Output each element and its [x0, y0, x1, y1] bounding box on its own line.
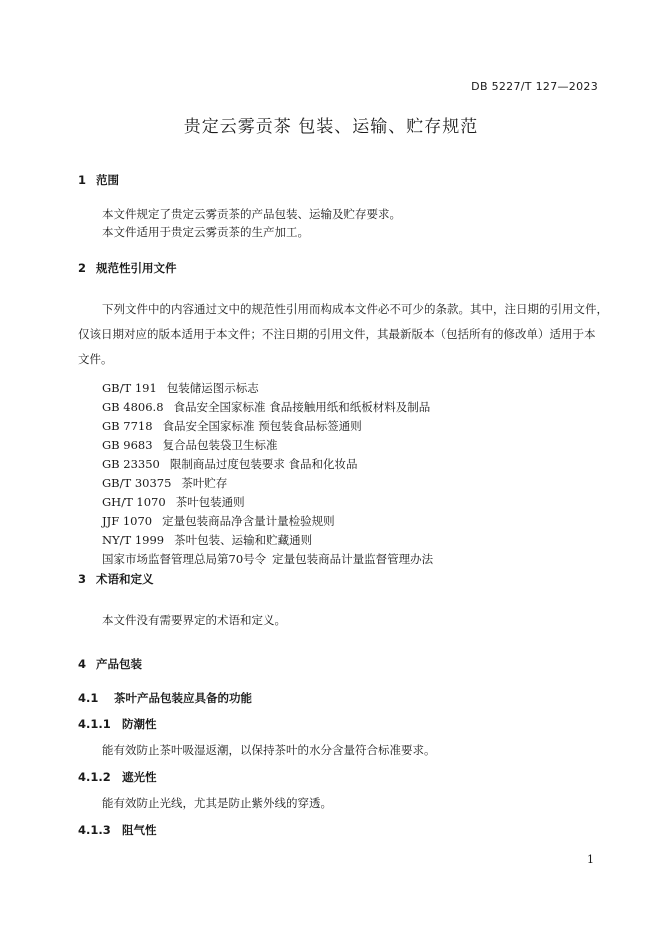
subsection-title: 遮光性	[122, 770, 157, 784]
subsection-4-1-1-heading	[78, 716, 157, 732]
reference-code: GB/T 191	[102, 381, 157, 395]
subsection-title: 防潮性	[122, 717, 157, 731]
reference-code: JJF 1070	[102, 514, 153, 528]
reference-code: GB/T 30375	[102, 476, 172, 490]
reference-code: GB 9683	[102, 438, 153, 452]
document-code: DB 5227/T 127—2023	[471, 80, 598, 93]
section-number: 2	[78, 261, 87, 275]
subsection-title: 茶叶产品包装应具备的功能	[114, 691, 252, 705]
subsection-4-1-2-heading	[78, 769, 157, 785]
paragraph: 本文件没有需要界定的术语和定义。	[102, 613, 286, 627]
reference-item	[102, 474, 433, 493]
section-number: 3	[78, 572, 87, 586]
reference-title: 包装储运图示标志	[166, 381, 259, 395]
subsection-4-1-heading	[78, 690, 252, 706]
paragraph: 本文件适用于贵定云雾贡茶的生产加工。	[102, 225, 309, 239]
reference-code: 国家市场监督管理总局第70号令	[102, 552, 267, 566]
reference-item	[102, 436, 433, 455]
reference-title: 茶叶包装、运输和贮藏通则	[174, 533, 313, 547]
section-title: 产品包装	[96, 657, 142, 671]
reference-item	[102, 493, 433, 512]
subsection-title: 阻气性	[122, 823, 157, 837]
reference-code: GB 23350	[102, 457, 160, 471]
reference-item	[102, 455, 433, 474]
reference-title: 茶叶包装通则	[175, 495, 245, 509]
reference-item	[102, 379, 433, 398]
section-title: 范围	[96, 173, 119, 187]
reference-item	[102, 531, 433, 550]
reference-code: GB 7718	[102, 419, 153, 433]
paragraph: 能有效防止茶叶吸湿返潮，以保持茶叶的水分含量符合标准要求。	[102, 743, 436, 757]
reference-title: 食品安全国家标准 预包装食品标签通则	[162, 419, 362, 433]
section-3-heading	[78, 571, 154, 587]
section-1-heading	[78, 172, 119, 188]
subsection-number: 4.1	[78, 691, 99, 705]
section-title: 术语和定义	[96, 572, 154, 586]
section-title: 规范性引用文件	[96, 261, 177, 275]
reference-code: GH/T 1070	[102, 495, 166, 509]
reference-item	[102, 417, 433, 436]
document-title: 贵定云雾贡茶 包装、运输、贮存规范	[183, 117, 479, 137]
reference-title: 定量包装商品计量监督管理办法	[272, 552, 434, 566]
section-number: 4	[78, 657, 87, 671]
reference-code: GB 4806.8	[102, 400, 164, 414]
paragraph: 仅该日期对应的版本适用于本文件；不注日期的引用文件，其最新版本（包括所有的修改单）适用于本	[78, 327, 596, 341]
reference-title: 茶叶贮存	[181, 476, 228, 490]
reference-title: 食品安全国家标准 食品接触用纸和纸板材料及制品	[173, 400, 431, 414]
reference-code: NY/T 1999	[102, 533, 165, 547]
reference-title: 定量包装商品净含量计量检验规则	[162, 514, 335, 528]
section-2-heading	[78, 260, 177, 276]
paragraph: 能有效防止光线，尤其是防止紫外线的穿透。	[102, 796, 332, 810]
reference-list	[102, 379, 433, 569]
subsection-number: 4.1.1	[78, 717, 111, 731]
paragraph: 本文件规定了贵定云雾贡茶的产品包装、运输及贮存要求。	[102, 207, 401, 221]
paragraph: 下列文件中的内容通过文中的规范性引用而构成本文件必不可少的条款。其中，注日期的引用文件，	[102, 302, 608, 316]
subsection-number: 4.1.3	[78, 823, 111, 837]
subsection-number: 4.1.2	[78, 770, 111, 784]
reference-item	[102, 398, 433, 417]
subsection-4-1-3-heading	[78, 822, 157, 838]
reference-item	[102, 512, 433, 531]
section-4-heading	[78, 656, 142, 672]
page-number: 1	[587, 853, 594, 866]
section-number: 1	[78, 173, 87, 187]
reference-title: 限制商品过度包装要求 食品和化妆品	[169, 457, 358, 471]
reference-item	[102, 550, 433, 569]
reference-title: 复合品包装袋卫生标准	[162, 438, 278, 452]
paragraph: 文件。	[78, 352, 113, 366]
